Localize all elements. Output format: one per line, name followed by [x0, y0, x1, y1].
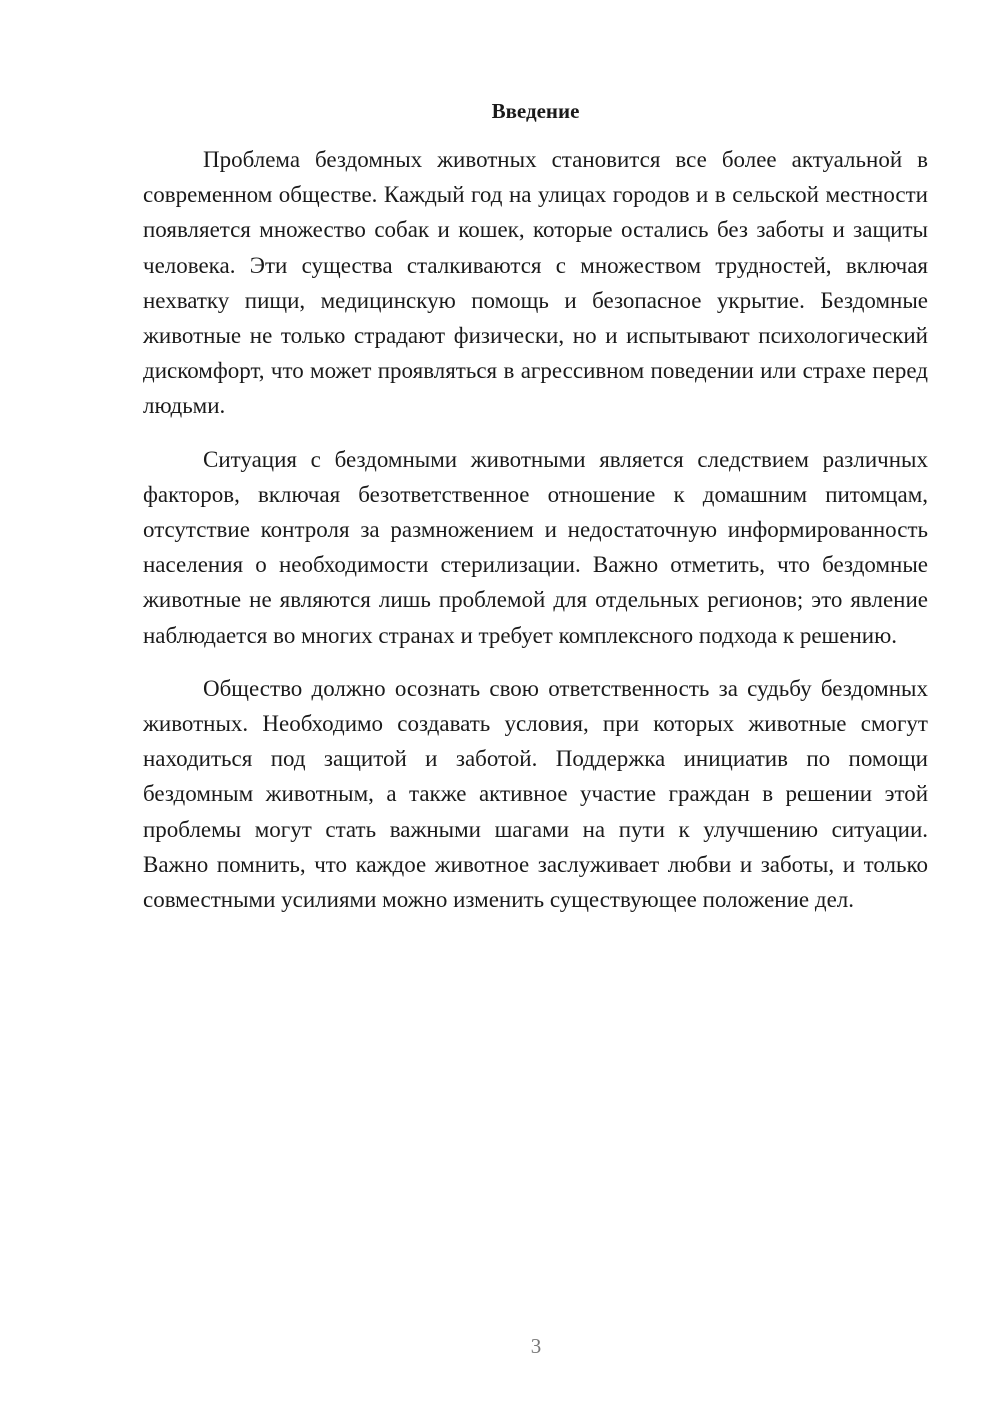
heading-container [143, 96, 928, 126]
paragraph-2: Ситуация с бездомными животными является следствием различных факторов, включая безответственное отношение к домашним питомцам, отсутствие контроля за размножением и недостаточную информированность населения о необходимости стерилизации. Важно отметить, что бездомные животные не являются лишь проблемой для отдельных регионов; это явление наблюдается во многих странах и требует комплексного подхода к решению. [143, 446, 928, 648]
page-number: 3 [530, 1334, 542, 1358]
paragraph-3: Общество должно осознать свою ответственность за судьбу бездомных животных. Необходимо создавать условия, при которых животные смогут находиться под защитой и заботой. Поддержка инициатив по помощи бездомным животным, а также активное участие граждан в решении этой проблемы могут стать важными шагами на пути к улучшению ситуации. Важно помнить, что каждое животное заслуживает любви и заботы, и только совместными усилиями можно изменить существующее положение дел. [143, 675, 928, 913]
body-text [143, 142, 928, 935]
section-heading: Введение [491, 99, 580, 123]
paragraph-1: Проблема бездомных животных становится все более актуальной в современном обществе. Каждый год на улицах городов и в сельской местности появляется множество собак и кошек, которые остались без заботы и защиты человека. Эти существа сталкиваются с множеством трудностей, включая нехватку пищи, медицинскую помощь и безопасное укрытие. Бездомные животные не только страдают физически, но и испытывают психологический дискомфорт, что может проявляться в агрессивном поведении или страхе перед людьми. [143, 147, 928, 419]
